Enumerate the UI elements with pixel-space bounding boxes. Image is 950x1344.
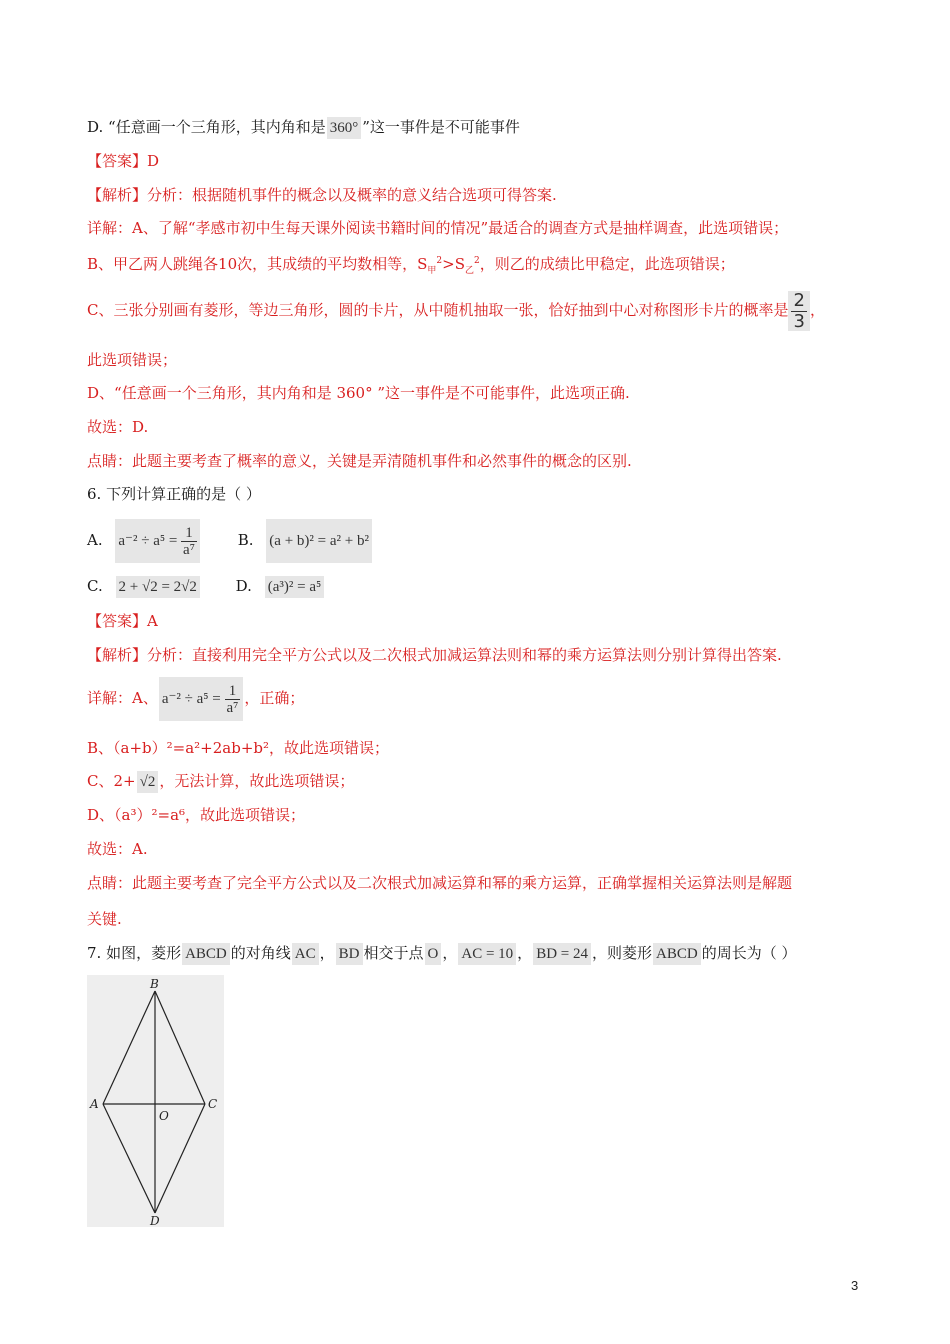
q5-detail-d: D、“任意画一个三角形，其内角和是 360° ”这一事件是不可能事件，此选项正确. <box>87 384 630 402</box>
q7-math-bd: BD <box>336 943 363 965</box>
q5-choose: 故选：D. <box>87 418 149 436</box>
q5-option-d-prefix: D. “任意画一个三角形，其内角和是 <box>87 118 326 136</box>
q6-answer <box>87 610 158 632</box>
q6-opt-c-label: C. <box>87 577 103 595</box>
q5-detail-c-num: 2 <box>793 289 805 311</box>
q7-math-bd-value: BD = 24 <box>533 943 591 965</box>
q7-stem <box>87 942 796 965</box>
q5-analysis-text: 分析：根据随机事件的概念以及概率的意义结合选项可得答案. <box>147 186 557 204</box>
q5-detail-b <box>87 250 735 282</box>
q7-stem-6: ， <box>517 944 533 962</box>
q5-analysis <box>87 184 557 206</box>
side-ad <box>103 1104 155 1213</box>
rhombus-diagram <box>87 975 224 1227</box>
rhombus-figure <box>87 975 224 1227</box>
q6-answer-value: A <box>147 612 158 630</box>
q5-analysis-tag: 【解析】 <box>87 186 148 204</box>
q5-detail-b-sup1: 2 <box>436 256 443 266</box>
q5-detail-c-suffix: ， <box>809 301 825 319</box>
q6-detail-a-fraction <box>225 683 241 717</box>
q6-detail-a-suffix: ，正确； <box>244 689 305 707</box>
q5-detail-c-line2: 此选项错误； <box>87 351 178 369</box>
q6-detail-d: D、（a³）²=a⁶，故此选项错误； <box>87 806 306 824</box>
q6-stem: 6. 下列计算正确的是（ ） <box>87 485 261 503</box>
q5-answer-value: D <box>147 152 160 170</box>
q7-stem-7: ，则菱形 <box>591 944 652 962</box>
q5-detail-c <box>87 288 825 332</box>
q6-detail-a-den: a⁷ <box>226 700 239 717</box>
label-d: D <box>150 1214 160 1227</box>
q5-detail-a: 详解：A、了解“孝感市初中生每天课外阅读书籍时间的情况”最适合的调查方式是抽样调查，此选项错误； <box>87 219 789 237</box>
q6-answer-tag: 【答案】 <box>87 612 148 630</box>
q5-option-d <box>87 116 520 139</box>
q5-detail-b-prefix: B、甲乙两人跳绳各10次，其成绩的平均数相等，S <box>87 255 428 273</box>
side-ab <box>103 991 155 1104</box>
q6-opt-a-lhs: a⁻² ÷ a⁵ = <box>118 533 178 549</box>
q6-choose: 故选：A. <box>87 840 148 858</box>
side-bc <box>155 991 205 1104</box>
label-o: O <box>159 1109 169 1123</box>
q6-options-row2 <box>87 575 325 598</box>
q6-opt-b-label: B. <box>237 531 254 549</box>
q7-math-ac: AC <box>292 943 319 965</box>
q5-detail-b-sub1: 甲 <box>427 266 437 276</box>
q6-detail-a <box>87 676 304 721</box>
q5-detail-b-sub2: 乙 <box>465 266 475 276</box>
q5-detail-c-fraction <box>788 291 809 332</box>
q7-stem-3: ， <box>319 944 335 962</box>
q6-opt-a-fraction <box>181 525 197 559</box>
q5-option-d-math: 360° <box>327 117 362 139</box>
q6-comment-line1: 点睛：此题主要考查了完全平方公式以及二次根式加减运算和幂的乘方运算，正确掌握相关运算法则是解题 <box>87 874 793 892</box>
page-number: 3 <box>851 1278 859 1293</box>
q6-opt-a-label: A. <box>87 531 103 549</box>
q7-stem-4: 相交于点 <box>363 944 424 962</box>
q6-opt-b-math: (a + b)² = a² + b² <box>266 519 372 563</box>
q7-stem-1: 7. 如图，菱形 <box>87 944 182 962</box>
q7-stem-5: ， <box>442 944 458 962</box>
q6-opt-a-math <box>115 519 200 563</box>
q7-stem-2: 的对角线 <box>230 944 291 962</box>
q6-opt-c-math: 2 + √2 = 2√2 <box>116 576 200 598</box>
q7-math-abcd-1: ABCD <box>182 943 230 965</box>
q5-detail-b-suffix: ，则乙的成绩比甲稳定，此选项错误； <box>479 255 735 273</box>
q6-options-row1 <box>87 518 373 563</box>
q6-analysis-text: 分析：直接利用完全平方公式以及二次根式加减运算法则和幂的乘方运算法则分别计算得出答案. <box>147 646 782 664</box>
q6-opt-d-math: (a³)² = a⁵ <box>265 576 325 598</box>
q7-math-abcd-2: ABCD <box>653 943 701 965</box>
q6-detail-c-suffix: ，无法计算，故此选项错误； <box>159 772 355 790</box>
q5-answer <box>87 150 159 172</box>
q5-comment: 点睛：此题主要考查了概率的意义，关键是弄清随机事件和必然事件的概念的区别. <box>87 452 632 470</box>
q5-detail-c-den: 3 <box>793 310 805 332</box>
q6-comment-line2: 关键. <box>87 910 122 928</box>
q5-answer-tag: 【答案】 <box>87 152 148 170</box>
q6-detail-b: B、（a+b）²=a²+2ab+b²，故此选项错误； <box>87 739 390 757</box>
q7-stem-8: 的周长为（ ） <box>701 944 797 962</box>
label-a: A <box>90 1097 99 1111</box>
q7-math-o: O <box>425 943 442 965</box>
q7-math-ac-value: AC = 10 <box>458 943 516 965</box>
label-c: C <box>208 1097 218 1111</box>
q6-detail-c <box>87 770 354 793</box>
q6-analysis-tag: 【解析】 <box>87 646 148 664</box>
q6-detail-a-lhs: a⁻² ÷ a⁵ = <box>161 691 221 707</box>
q6-detail-c-math: √2 <box>137 771 159 793</box>
q5-detail-b-mid: >S <box>442 255 465 273</box>
q6-detail-a-prefix: 详解：A、 <box>87 689 158 707</box>
q6-detail-a-math <box>159 677 244 721</box>
q6-opt-a-num: 1 <box>181 525 197 543</box>
q5-option-d-suffix: ”这一事件是不可能事件 <box>362 118 520 136</box>
q5-detail-b-sup2: 2 <box>474 256 480 266</box>
q6-opt-d-label: D. <box>235 577 252 595</box>
q5-detail-c-prefix: C、三张分别画有菱形，等边三角形，圆的卡片，从中随机抽取一张，恰好抽到中心对称图形卡片的概率是 <box>87 301 789 319</box>
q6-opt-a-den: a⁷ <box>183 542 195 559</box>
q6-detail-a-num: 1 <box>225 683 241 701</box>
label-b: B <box>150 977 159 991</box>
q6-detail-c-prefix: C、2+ <box>87 772 136 790</box>
q6-analysis <box>87 644 782 666</box>
